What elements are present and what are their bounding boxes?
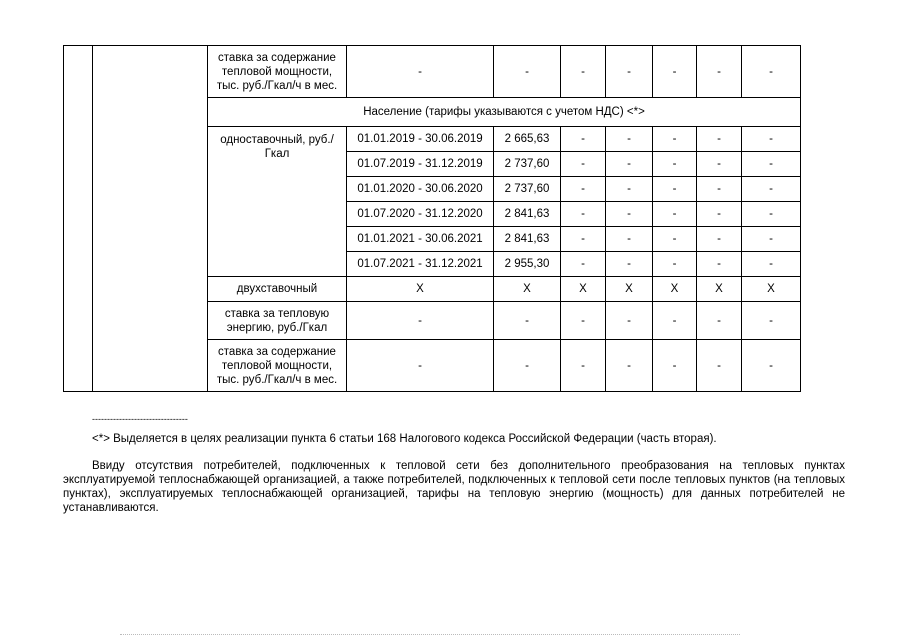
value-cell: - [561, 340, 606, 392]
period-cell: 01.07.2020 - 31.12.2020 [347, 202, 494, 227]
footnote-text: <*> Выделяется в целях реализации пункта 6 статьи 168 Налогового кодекса Российской Федерации (часть вторая). [92, 433, 717, 445]
value-cell: X [653, 277, 697, 302]
period-cell: - [347, 46, 494, 98]
value-cell: - [561, 127, 606, 152]
footnote-separator: -------------------------------- [92, 414, 188, 424]
value-cell: - [697, 127, 742, 152]
section-header: Население (тарифы указываются с учетом НДС) <*> [208, 98, 801, 127]
value-cell: - [697, 177, 742, 202]
value-cell: X [606, 277, 653, 302]
period-cell: 01.07.2019 - 31.12.2019 [347, 152, 494, 177]
value-cell: 2 841,63 [494, 227, 561, 252]
value-cell: - [606, 302, 653, 340]
value-cell: - [653, 202, 697, 227]
table-row [64, 46, 801, 98]
row-label: ставка за содержание тепловой мощности, тыс. руб./Гкал/ч в мес. [208, 46, 347, 98]
value-cell: 2 737,60 [494, 177, 561, 202]
value-cell: - [742, 177, 801, 202]
period-cell: 01.07.2021 - 31.12.2021 [347, 252, 494, 277]
value-cell: - [697, 202, 742, 227]
value-cell: - [742, 202, 801, 227]
value-cell: X [697, 277, 742, 302]
value-cell: - [606, 152, 653, 177]
value-cell: X [347, 277, 494, 302]
period-cell: 01.01.2019 - 30.06.2019 [347, 127, 494, 152]
value-cell: X [494, 277, 561, 302]
value-cell: - [697, 46, 742, 98]
value-cell: - [561, 252, 606, 277]
value-cell: - [606, 127, 653, 152]
value-cell: - [742, 252, 801, 277]
value-cell: - [742, 127, 801, 152]
value-cell: - [697, 227, 742, 252]
value-cell: - [653, 252, 697, 277]
value-cell: - [742, 46, 801, 98]
body-paragraph: Ввиду отсутствия потребителей, подключенных к тепловой сети без дополнительного преобразования на тепловых пунктах эксплуатируемой теплоснабжающей организацией, а также потребителей, подключенных к тепловой сети после тепловых пунктов (на тепловых пунктах), эксплуатируемых теплоснабжающей организацией, тарифы на тепловую энергию (мощность) для данных потребителей не устанавливаются. [63, 460, 845, 514]
value-cell: - [653, 152, 697, 177]
value-cell: - [742, 340, 801, 392]
value-cell: - [697, 152, 742, 177]
value-cell: - [561, 302, 606, 340]
row-label: двухставочный [208, 277, 347, 302]
value-cell: X [561, 277, 606, 302]
value-cell: - [606, 202, 653, 227]
value-cell: - [653, 340, 697, 392]
value-cell: - [561, 152, 606, 177]
value-cell: - [653, 127, 697, 152]
row-label: ставка за тепловую энергию, руб./Гкал [208, 302, 347, 340]
value-cell: - [606, 227, 653, 252]
row-label: ставка за содержание тепловой мощности, тыс. руб./Гкал/ч в мес. [208, 340, 347, 392]
value-cell: 2 955,30 [494, 252, 561, 277]
value-cell: 2 737,60 [494, 152, 561, 177]
scan-artifact-line [120, 634, 740, 637]
value-cell: - [742, 227, 801, 252]
value-cell: 2 841,63 [494, 202, 561, 227]
value-cell: - [561, 46, 606, 98]
period-cell: 01.01.2021 - 30.06.2021 [347, 227, 494, 252]
value-cell: - [561, 227, 606, 252]
value-cell: 2 665,63 [494, 127, 561, 152]
number-cell [64, 46, 93, 392]
value-cell: - [606, 46, 653, 98]
value-cell: - [494, 340, 561, 392]
value-cell: - [653, 302, 697, 340]
value-cell: - [606, 252, 653, 277]
value-cell: - [347, 302, 494, 340]
value-cell: - [494, 302, 561, 340]
value-cell: - [742, 152, 801, 177]
value-cell: - [606, 340, 653, 392]
tariff-table [63, 45, 801, 392]
value-cell: - [494, 46, 561, 98]
value-cell: - [561, 202, 606, 227]
value-cell: - [653, 46, 697, 98]
value-cell: - [606, 177, 653, 202]
value-cell: - [653, 227, 697, 252]
value-cell: - [697, 340, 742, 392]
value-cell: - [561, 177, 606, 202]
period-cell: 01.01.2020 - 30.06.2020 [347, 177, 494, 202]
value-cell: X [742, 277, 801, 302]
value-cell: - [653, 177, 697, 202]
value-cell: - [697, 302, 742, 340]
value-cell: - [347, 340, 494, 392]
value-cell: - [697, 252, 742, 277]
organization-cell [93, 46, 208, 392]
value-cell: - [742, 302, 801, 340]
row-label: одноставочный, руб./Гкал [208, 127, 347, 277]
